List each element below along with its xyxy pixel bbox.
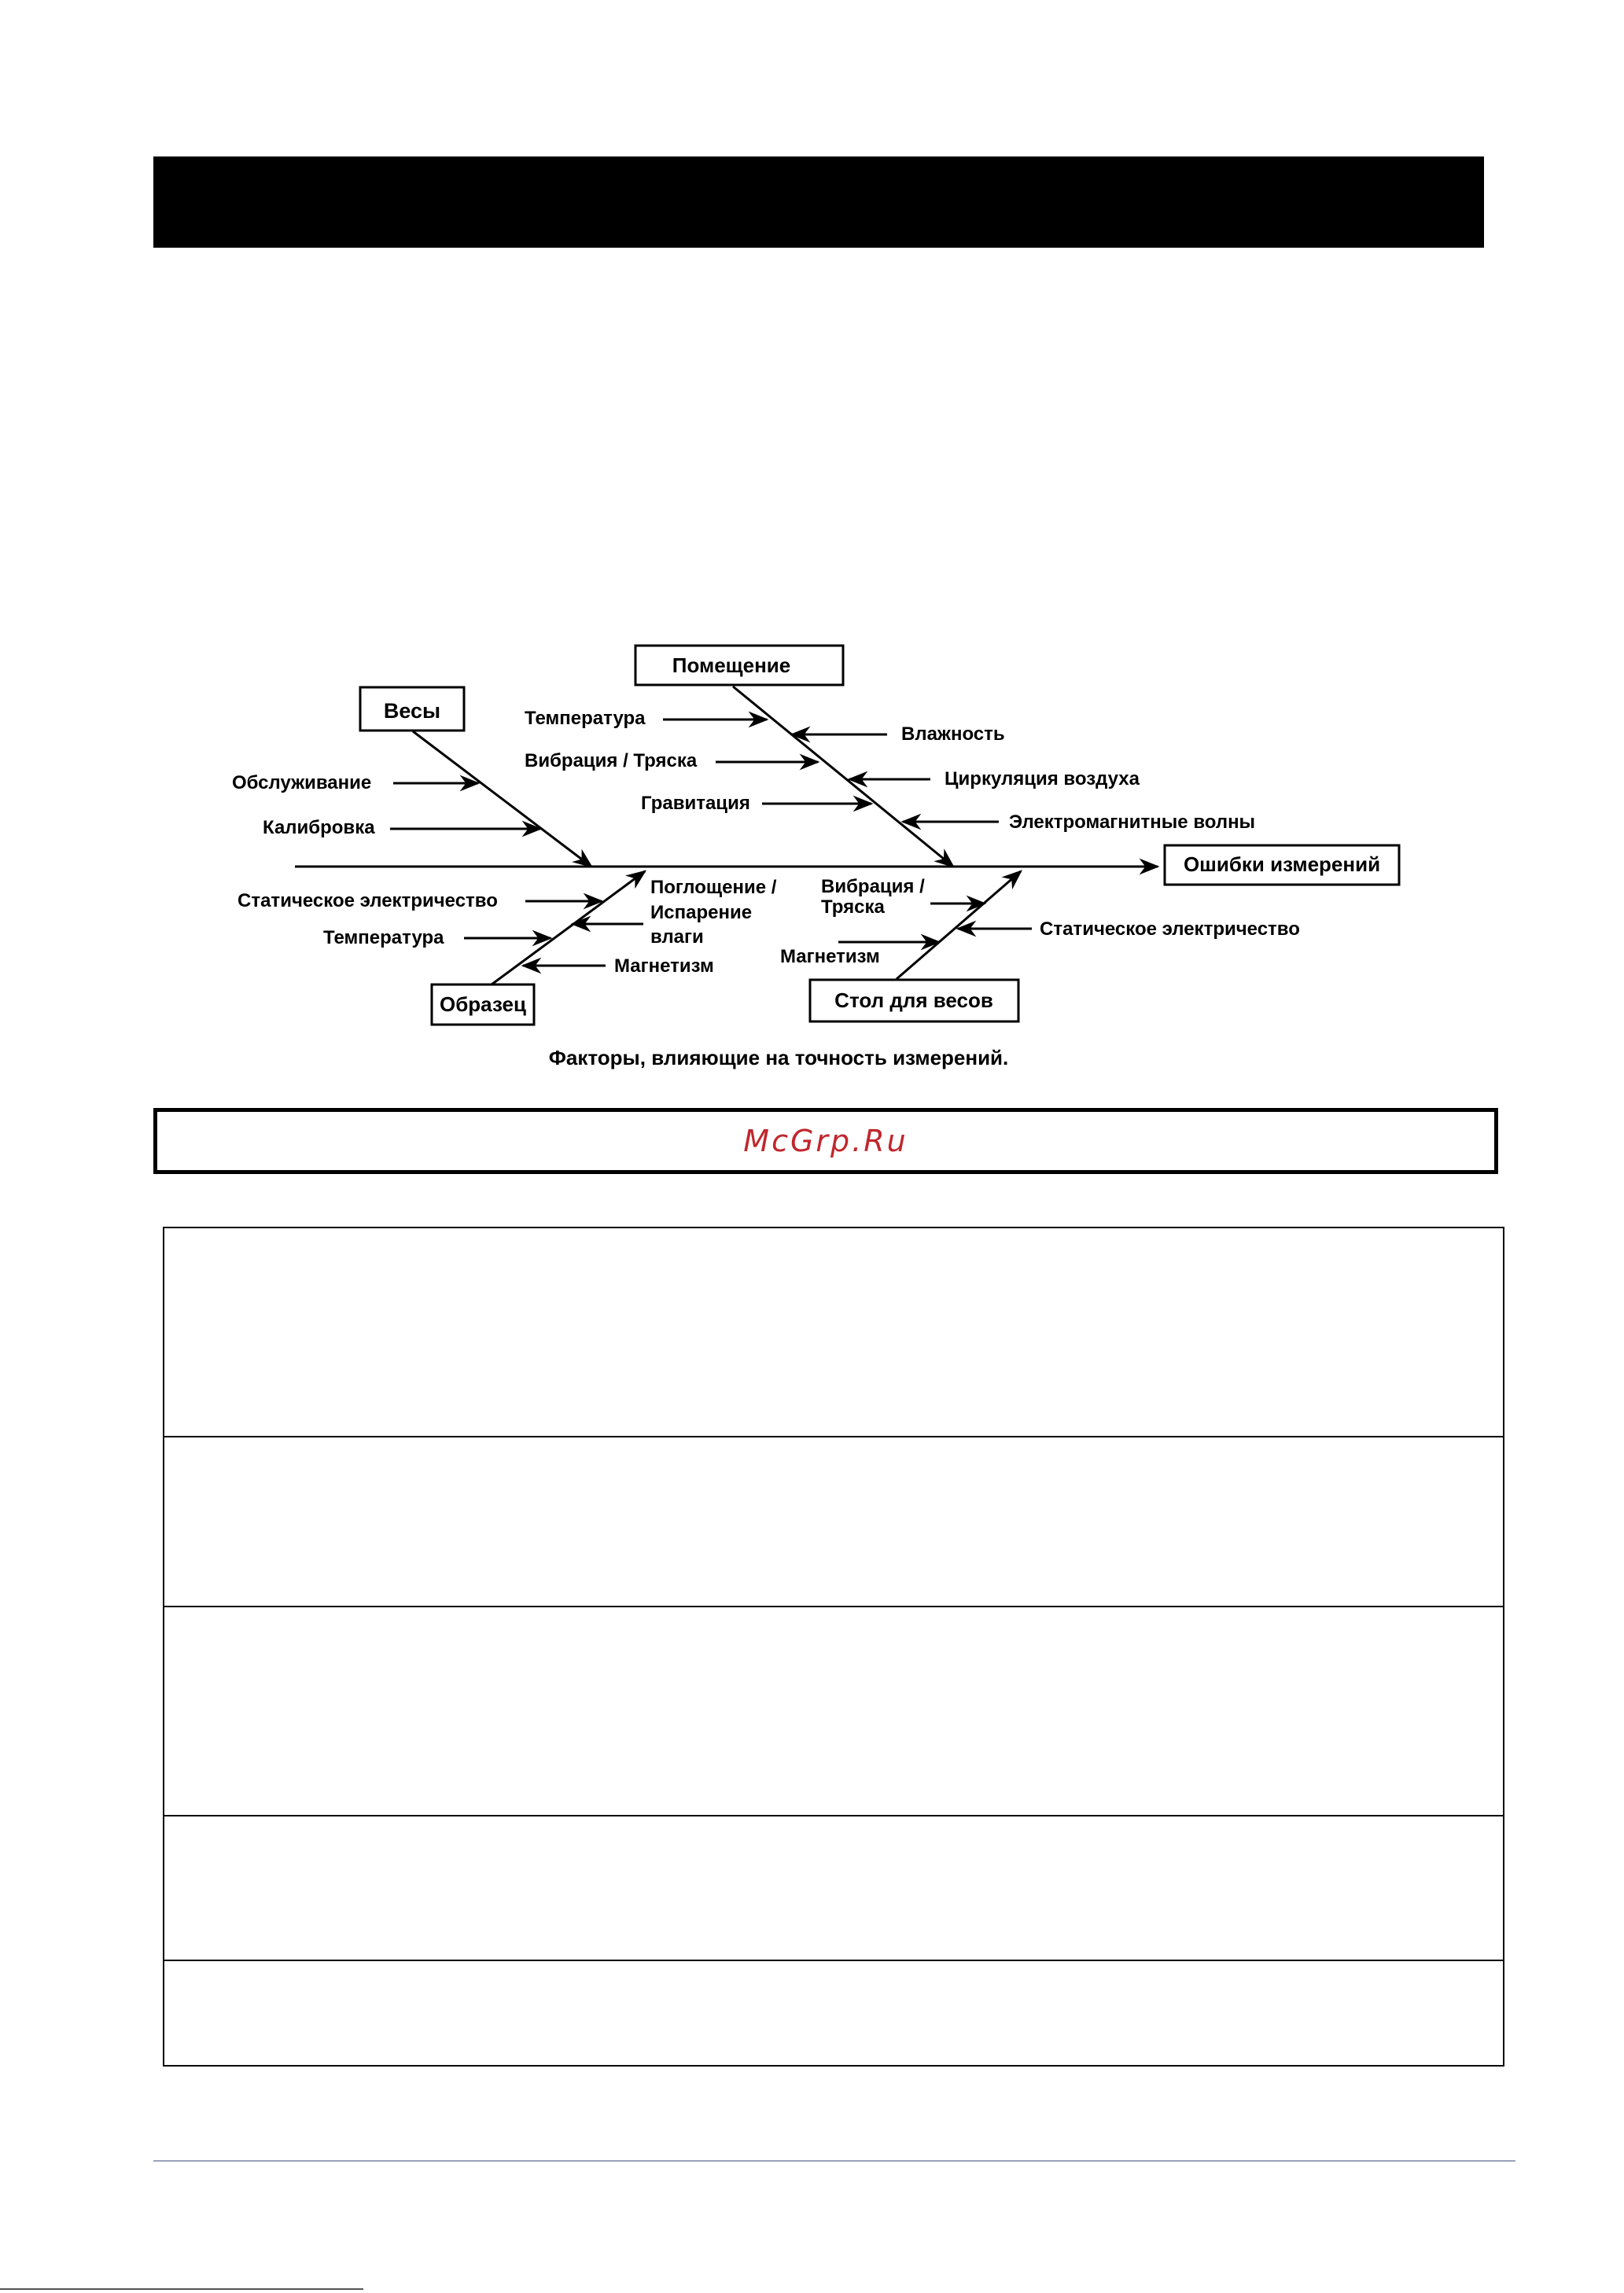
cause-stol-vibratsiya-1: Вибрация /: [821, 876, 925, 897]
cause-pom-vlazhnost: Влажность: [901, 723, 1005, 745]
fishbone-diagram: [0, 0, 1624, 1101]
label-effect: Ошибки измерений: [1183, 852, 1381, 876]
cause-stol-vibratsiya-2: Тряска: [821, 896, 885, 918]
cause-obr-poglosh-2: Испарение: [650, 902, 753, 923]
table-row: [164, 1816, 1503, 1961]
bone-pomeshchenie: [733, 686, 953, 867]
bottom-divider: [0, 2288, 363, 2290]
cause-pom-elektromagnitnye: Электромагнитные волны: [1009, 812, 1256, 833]
watermark-box: [153, 1108, 1498, 1174]
cause-obr-staticheskoe: Статическое электричество: [238, 890, 498, 911]
watermark-link[interactable]: McGrp.Ru: [743, 1124, 908, 1158]
table-row: [164, 1961, 1503, 2065]
cause-pom-tsirkulyatsiya: Циркуляция воздуха: [945, 768, 1140, 789]
label-obrazets: Образец: [440, 992, 526, 1016]
table-row: [164, 1607, 1503, 1816]
table-row: [164, 1437, 1503, 1607]
content-table: [163, 1227, 1504, 2067]
cause-vesy-obsluzhivanie: Обслуживание: [232, 772, 372, 793]
cause-stol-magnetizm: Магнетизм: [780, 946, 880, 967]
cause-obr-poglosh-1: Поглощение /: [650, 877, 777, 898]
cause-obr-poglosh-3: влаги: [650, 926, 704, 948]
label-pomeshchenie: Помещение: [672, 653, 791, 677]
diagram-caption: Факторы, влияющие на точность измерений.: [548, 1046, 1009, 1069]
table-row: [164, 1228, 1503, 1437]
footer-divider: [153, 2160, 1515, 2162]
label-stol: Стол для весов: [834, 988, 993, 1012]
cause-pom-vibratsiya: Вибрация / Тряска: [525, 750, 698, 771]
cause-vesy-kalibrovka: Калибровка: [263, 817, 375, 838]
cause-stol-staticheskoe: Статическое электричество: [1040, 918, 1300, 940]
cause-pom-gravitatsiya: Гравитация: [641, 793, 750, 814]
cause-pom-temperatura: Температура: [525, 708, 646, 729]
label-vesy: Весы: [383, 699, 441, 723]
cause-obr-magnetizm: Магнетизм: [614, 955, 714, 977]
cause-obr-temperatura: Температура: [323, 927, 444, 948]
